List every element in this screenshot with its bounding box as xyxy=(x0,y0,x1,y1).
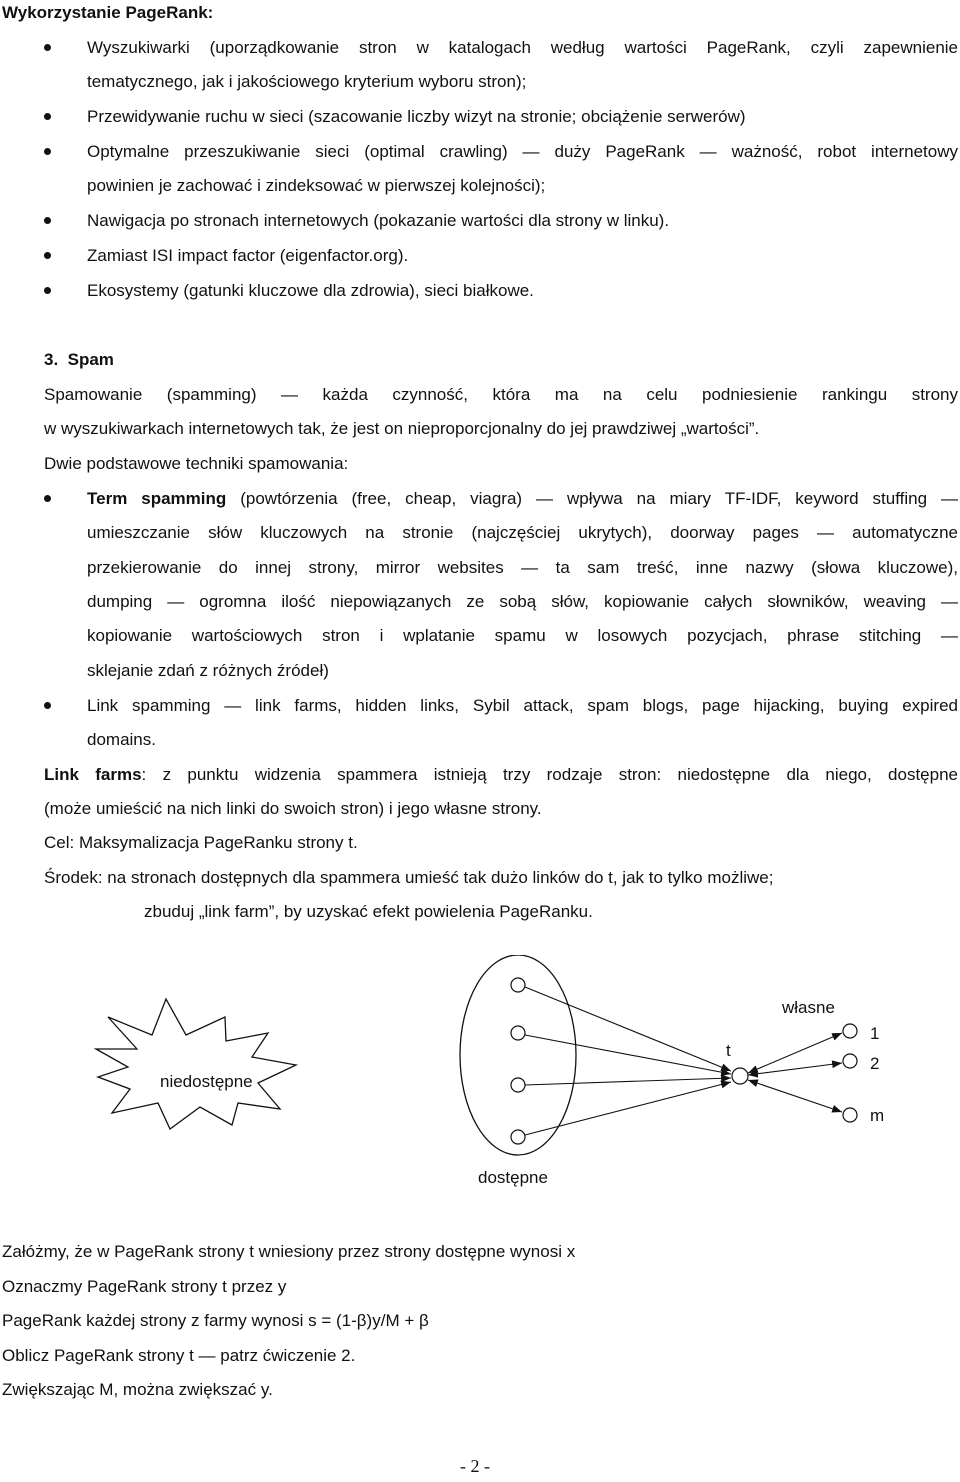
reachable-node xyxy=(511,978,525,992)
link-arrow xyxy=(525,1082,731,1135)
bullet xyxy=(44,217,51,224)
list-item-cont: dumping — ogromna ilość niepowiązanych ze sobą słów, kopiowanie całych słowników, weaving — xyxy=(87,592,958,611)
reachable-node xyxy=(511,1130,525,1144)
list-item: Przewidywanie ruchu w sieci (szacowanie liczby wizyt na stronie; obciążenie serwerów) xyxy=(87,107,746,126)
list-item-cont: domains. xyxy=(87,730,156,749)
reachable-node xyxy=(511,1026,525,1040)
bullet xyxy=(44,252,51,259)
own-label: własne xyxy=(782,998,835,1017)
paragraph-line: (może umieścić na nich linki do swoich stron) i jego własne strony. xyxy=(44,799,542,818)
list-item-cont: przekierowanie do innej strony, mirror websites — ta sam treść, inne nazwy (słowa kluczowe), xyxy=(87,558,958,577)
paragraph-line xyxy=(44,764,958,786)
own-link-arrow xyxy=(748,1063,842,1075)
list-item-cont: kopiowanie wartościowych stron i wplatanie spamu w losowych pozycjach, phrase stitching — xyxy=(87,626,958,645)
own-node xyxy=(843,1108,857,1122)
own-node xyxy=(843,1054,857,1068)
target-node xyxy=(732,1068,748,1084)
bullet xyxy=(44,148,51,155)
section-title: 3. Spam xyxy=(44,350,114,369)
derivation-line: Zwiększając M, można zwiększać y. xyxy=(2,1380,273,1399)
link-arrow xyxy=(525,1078,731,1085)
derivation-line: Oznaczmy PageRank strony t przez y xyxy=(2,1277,287,1296)
term-spamming-term: Term spamming xyxy=(87,489,227,508)
bullet xyxy=(44,113,51,120)
term-spamming-text: (powtórzenia (free, cheap, viagra) — wpływa na miary TF-IDF, keyword stuffing — xyxy=(226,489,958,508)
own-link-arrow xyxy=(748,1080,842,1112)
own-link-arrow xyxy=(748,1033,842,1073)
link-farms-term: Link farms xyxy=(44,765,142,784)
own-node-label: m xyxy=(870,1106,885,1125)
list-item: Link spamming — link farms, hidden links, Sybil attack, spam blogs, page hijacking, buying expired xyxy=(87,696,958,715)
techniques-label: Dwie podstawowe techniki spamowania: xyxy=(44,454,349,473)
goal-line: Cel: Maksymalizacja PageRanku strony t. xyxy=(44,833,358,852)
paragraph-line: w wyszukiwarkach internetowych tak, że jest on nieproporcjonalny do jej prawdziwej „wartości”. xyxy=(44,419,760,438)
link-arrow xyxy=(525,1035,731,1074)
bullet xyxy=(44,287,51,294)
target-label: t xyxy=(726,1041,731,1060)
list-item-cont: tematycznego, jak i jakościowego kryterium wyboru stron); xyxy=(87,72,527,91)
bullet xyxy=(44,495,51,502)
list-item-cont: umieszczanie słów kluczowych na stronie (najczęściej ukrytych), doorway pages — automatyczne xyxy=(87,523,958,542)
link-arrow xyxy=(525,987,731,1071)
bullet xyxy=(44,702,51,709)
list-item: Ekosystemy (gatunki kluczowe dla zdrowia), sieci białkowe. xyxy=(87,281,534,300)
list-item: Optymalne przeszukiwanie sieci (optimal crawling) — duży PageRank — ważność, robot internetowy xyxy=(87,142,958,161)
list-item-cont: powinien je zachować i zindeksować w pierwszej kolejności); xyxy=(87,176,546,195)
list-item: Zamiast ISI impact factor (eigenfactor.org). xyxy=(87,246,409,265)
list-item-cont: sklejanie zdań z różnych źródeł) xyxy=(87,661,329,680)
link-farms-text: : z punktu widzenia spammera istnieją trzy rodzaje stron: niedostępne dla niego, dostępne xyxy=(141,765,958,784)
means-line-2: zbuduj „link farm”, by uzyskać efekt powielenia PageRanku. xyxy=(144,902,593,921)
list-item: Nawigacja po stronach internetowych (pokazanie wartości dla strony w linku). xyxy=(87,211,670,230)
derivation-line: Oblicz PageRank strony t — patrz ćwiczenie 2. xyxy=(2,1346,356,1365)
list-item: Wyszukiwarki (uporządkowanie stron w katalogach według wartości PageRank, czyli zapewnienie xyxy=(87,38,958,57)
own-node xyxy=(843,1024,857,1038)
paragraph-line: Spamowanie (spamming) — każda czynność, która ma na celu podniesienie rankingu strony xyxy=(44,385,958,404)
bullet xyxy=(44,44,51,51)
means-line: Środek: na stronach dostępnych dla spammera umieść tak dużo linków do t, jak to tylko możliwe; xyxy=(44,868,774,887)
own-node-label: 2 xyxy=(870,1054,880,1073)
own-node-label: 1 xyxy=(870,1024,880,1043)
link-farm-diagram xyxy=(0,955,960,1195)
unreachable-burst-shape xyxy=(96,999,296,1129)
page-number: - 2 - xyxy=(460,1456,490,1476)
list-item xyxy=(87,488,958,510)
unreachable-label: niedostępne xyxy=(160,1072,253,1091)
derivation-line: Załóżmy, że w PageRank strony t wniesiony przez strony dostępne wynosi x xyxy=(2,1242,576,1261)
reachable-node xyxy=(511,1078,525,1092)
reachable-label: dostępne xyxy=(478,1168,548,1187)
derivation-line: PageRank każdej strony z farmy wynosi s = (1-β)y/M + β xyxy=(2,1311,429,1330)
section-heading: Wykorzystanie PageRank: xyxy=(2,3,214,22)
